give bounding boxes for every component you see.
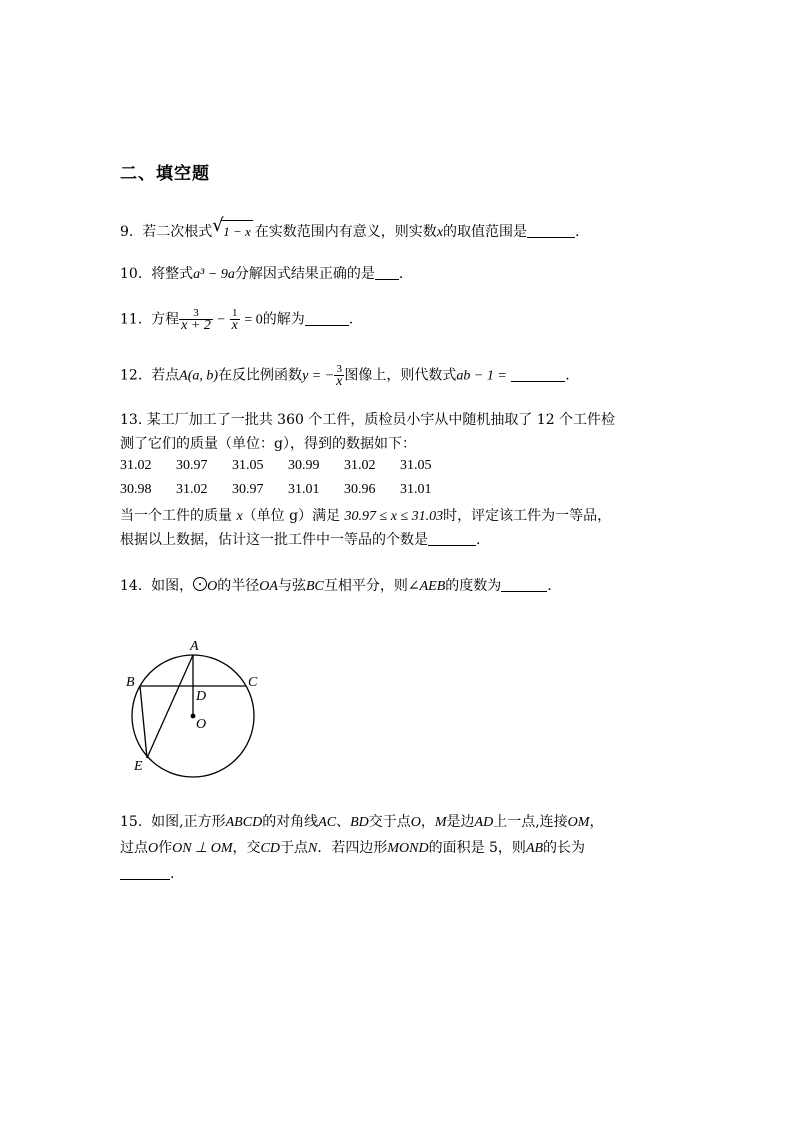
- q12-text-2: 在反比例函数: [218, 367, 303, 384]
- question-9: [120, 215, 580, 243]
- q13-text-3c: 时，评定该工件为一等品，: [443, 508, 612, 524]
- q11-end: .: [348, 311, 354, 328]
- data-cell: 30.98: [120, 482, 152, 497]
- q13-var: x: [236, 509, 243, 524]
- q10-end: .: [398, 266, 404, 282]
- data-cell: 30.99: [288, 458, 320, 473]
- data-cell: 30.97: [232, 482, 264, 497]
- q15-l2-f: 的面积是 5，则: [428, 840, 526, 856]
- data-cell: 31.05: [400, 458, 432, 473]
- q15-line-2: [120, 838, 585, 859]
- data-cell: 31.01: [400, 482, 432, 497]
- question-10: [120, 264, 403, 285]
- q9-var: x: [436, 225, 444, 240]
- q10-answer-blank[interactable]: [375, 265, 399, 280]
- q14-text-2: 的半径: [217, 578, 260, 594]
- q11-text-2: 的解为: [262, 311, 305, 328]
- q12-number: 12.: [120, 367, 143, 384]
- q11-number: 11.: [120, 311, 143, 328]
- circle-dot-icon: [193, 577, 207, 591]
- q15-m: M: [434, 815, 447, 830]
- q15-text-6: 上一点,连接: [493, 814, 568, 830]
- q13-text-3b: （单位 g）满足: [242, 508, 341, 524]
- data-cell: 31.02: [344, 458, 376, 473]
- q15-n: N: [308, 841, 318, 856]
- q15-line-1: [120, 812, 603, 833]
- q11-minus: −: [217, 312, 226, 328]
- q9-sqrt: [212, 215, 253, 242]
- q15-perp: ON ⊥ OM: [172, 841, 233, 856]
- q10-expr: a³ − 9a: [193, 267, 235, 282]
- q14-figure: [110, 630, 280, 780]
- q15-cd: CD: [260, 841, 280, 856]
- label-b: B: [126, 675, 135, 690]
- q15-mond: MOND: [387, 841, 429, 856]
- q11-f1-denominator: x + 2: [181, 318, 211, 333]
- q15-om: OM: [567, 815, 590, 830]
- data-cell: 31.01: [288, 482, 320, 497]
- q12-function: y = −: [302, 368, 335, 384]
- q14-aeb: AEB: [419, 579, 446, 594]
- q15-bd: BD: [350, 815, 369, 830]
- q11-answer-blank[interactable]: [305, 311, 349, 326]
- q11-f2-denominator: x: [231, 318, 238, 333]
- label-o: O: [196, 717, 207, 732]
- segment-ae: [147, 655, 193, 758]
- q11-text-1: 方程: [151, 311, 180, 328]
- q12-expr: ab − 1 =: [456, 368, 507, 384]
- q12-f-numerator: 3: [334, 364, 344, 376]
- q15-ab: AB: [525, 841, 544, 856]
- q9-text-1: 若二次根式: [142, 224, 213, 240]
- q14-text-4: 互相平分，则∠: [323, 578, 420, 594]
- q12-text-3: 图像上，则代数式: [344, 367, 457, 384]
- q14-bc: BC: [305, 579, 324, 594]
- q14-text-3: 与弦: [277, 578, 306, 594]
- label-d: D: [196, 689, 207, 704]
- q15-l2-a: 过点: [120, 840, 148, 856]
- q12-f-denominator: x: [336, 374, 343, 389]
- q11-fraction-1: [179, 308, 213, 331]
- q15-answer-blank[interactable]: [120, 865, 170, 880]
- center-point-o: [191, 714, 196, 719]
- data-cell: 31.05: [232, 458, 264, 473]
- q15-text-5: 是边: [446, 814, 475, 830]
- q9-end: .: [575, 224, 580, 240]
- q14-circle-name: O: [207, 579, 218, 594]
- q15-text-7: ，: [589, 814, 604, 830]
- data-cell: 30.97: [176, 458, 208, 473]
- section-title: 二、填空题: [120, 164, 210, 184]
- q13-line-3: [120, 506, 611, 527]
- q13-text-4: 根据以上数据，估计这一批工件中一等品的个数是: [120, 532, 428, 548]
- q9-number: 9.: [120, 224, 134, 240]
- q10-text-1: 将整式: [151, 266, 194, 282]
- q14-oa: OA: [259, 579, 278, 594]
- q15-o: O: [410, 815, 421, 830]
- q15-line-3: [120, 864, 174, 884]
- sqrt-icon: √: [212, 215, 224, 236]
- q13-end: .: [476, 532, 481, 548]
- q15-l2-c: ，交: [232, 840, 261, 856]
- q9-text-3: 的取值范围是: [443, 224, 528, 240]
- q10-number: 10.: [120, 266, 143, 282]
- q12-point: A(a, b): [179, 368, 219, 384]
- q11-f1-numerator: 3: [179, 308, 213, 320]
- q15-ac: AC: [318, 815, 337, 830]
- q15-end: .: [170, 866, 175, 882]
- q15-text-3: 交于点: [368, 814, 411, 830]
- q12-answer-blank[interactable]: [511, 367, 565, 382]
- q14-end: .: [547, 578, 552, 594]
- q13-answer-blank[interactable]: [428, 531, 476, 546]
- q9-text-2: 在实数范围内有意义，则实数: [254, 224, 437, 240]
- q15-ad: AD: [474, 815, 494, 830]
- label-a: A: [190, 639, 199, 654]
- q12-fraction: [334, 364, 344, 387]
- q14-answer-blank[interactable]: [501, 577, 547, 592]
- q15-number: 15.: [120, 814, 143, 830]
- q15-l2-d: 于点: [280, 840, 308, 856]
- q13-text-3a: 当一个工件的质量: [120, 508, 237, 524]
- q15-abcd: ABCD: [225, 815, 263, 830]
- q12-end: .: [565, 367, 570, 384]
- question-11: [120, 308, 353, 331]
- data-cell: 30.96: [344, 482, 376, 497]
- q13-line-1: 13. 某工厂加工了一批共 360 个工件，质检员小宇从中随机抽取了 12 个工件检: [120, 412, 616, 428]
- q14-text-5: 的度数为: [445, 578, 502, 594]
- q13-line-2: 测了它们的质量（单位：g），得到的数据如下：: [120, 436, 416, 452]
- q14-text-1: 如图，: [151, 578, 194, 594]
- q9-answer-blank[interactable]: [527, 223, 575, 238]
- q11-f2-numerator: 1: [230, 308, 240, 320]
- q11-fraction-2: [230, 308, 240, 331]
- q11-equals: = 0: [244, 312, 263, 328]
- q12-text-1: 若点: [151, 367, 180, 384]
- q15-text-1: 如图,正方形: [151, 814, 226, 830]
- q14-number: 14.: [120, 578, 143, 594]
- data-cell: 31.02: [176, 482, 208, 497]
- label-c: C: [248, 675, 258, 690]
- q10-text-2: 分解因式结果正确的是: [234, 266, 375, 282]
- q15-sep: 、: [336, 814, 351, 830]
- label-e: E: [134, 759, 143, 774]
- data-cell: 31.02: [120, 458, 152, 473]
- q15-text-2: 的对角线: [262, 814, 319, 830]
- q15-l2-g: 的长为: [543, 840, 586, 856]
- q15-l2-o: O: [148, 841, 159, 856]
- q9-radicand: 1 − x: [221, 220, 253, 242]
- q15-l2-b: 作: [158, 840, 173, 856]
- question-14: [120, 576, 552, 597]
- q15-l2-e: ．若四边形: [317, 840, 388, 856]
- q15-text-4: ，: [420, 814, 435, 830]
- q13-inequality: 30.97 ≤ x ≤ 31.03: [344, 509, 444, 524]
- question-12: [120, 364, 570, 387]
- q13-line-4: [120, 530, 480, 550]
